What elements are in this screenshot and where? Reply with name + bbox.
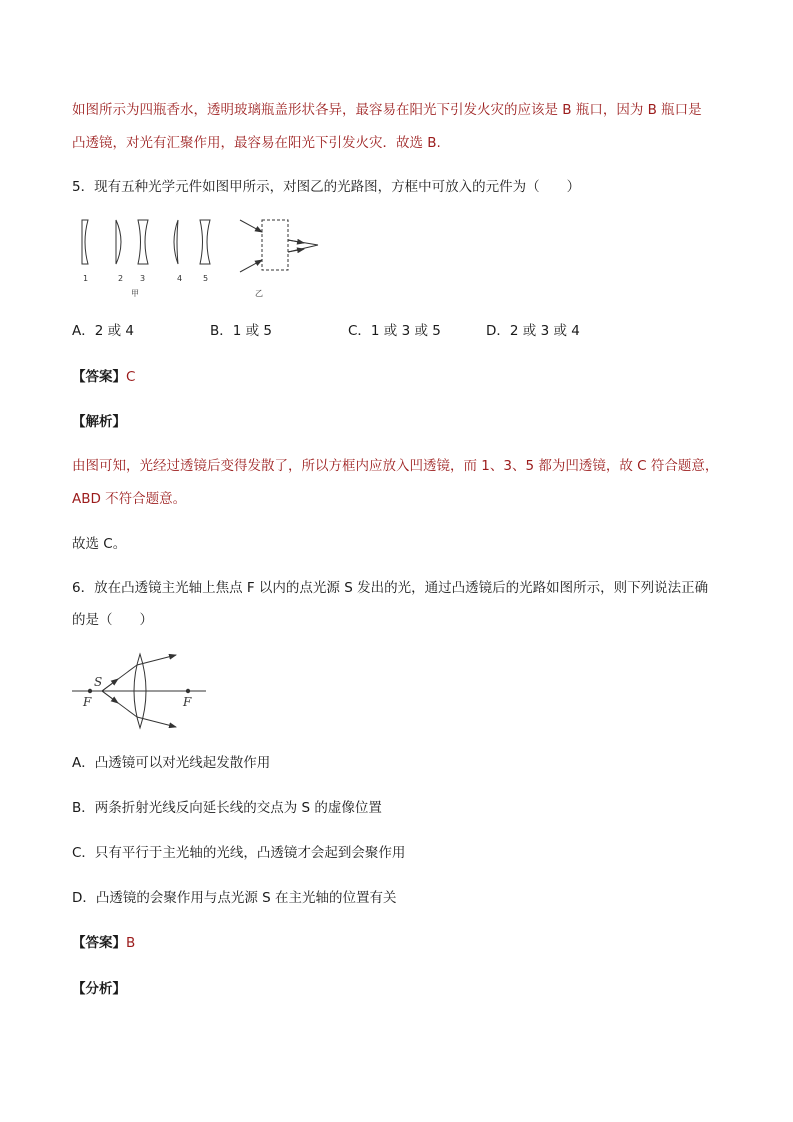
focal-point-right	[186, 689, 190, 693]
lens-label-4: 4	[177, 274, 183, 283]
lens-label-2: 2	[118, 274, 124, 283]
q6-answer-value: B	[126, 935, 136, 951]
q5-answer-label: 【答案】	[72, 369, 126, 385]
q5-analysis-line-2: ABD 不符合题意。	[72, 491, 187, 507]
lens-5	[200, 220, 210, 264]
lens-1	[82, 220, 88, 264]
lens-2	[116, 220, 121, 264]
focal-point-left	[88, 689, 92, 693]
q6-stem-line-1: 6．放在凸透镜主光轴上焦点 F 以内的点光源 S 发出的光，通过凸透镜后的光路如图所示，则下列说法正确	[72, 580, 709, 596]
label-f-left: F	[83, 695, 92, 709]
q5-analysis-label: 【解析】	[72, 414, 126, 430]
dashed-box	[262, 220, 288, 270]
q5-option-b: B．1 或 5	[210, 323, 273, 339]
lens-3	[138, 220, 148, 264]
q6-option-d: D．凸透镜的会聚作用与点光源 S 在主光轴的位置有关	[72, 890, 397, 906]
caption-jia: 甲	[131, 289, 139, 298]
q6-answer	[72, 934, 135, 952]
q6-figure	[70, 650, 210, 734]
q5-conclusion: 故选 C。	[72, 536, 127, 552]
q5-answer	[72, 368, 135, 386]
label-s: S	[94, 675, 103, 689]
q6-option-a: A．凸透镜可以对光线起发散作用	[72, 755, 271, 771]
lens-label-1: 1	[83, 274, 89, 283]
label-f-right: F	[183, 695, 192, 709]
q5-option-d: D．2 或 3 或 4	[486, 323, 580, 339]
q5-answer-value: C	[126, 369, 136, 385]
q4-analysis-line-1: 如图所示为四瓶香水，透明玻璃瓶盖形状各异，最容易在阳光下引发火灾的应该是 B 瓶口，因为 B 瓶口是	[72, 102, 702, 118]
q6-option-c: C．只有平行于主光轴的光线，凸透镜才会起到会聚作用	[72, 845, 406, 861]
q5-analysis-line-1: 由图可知，光经过透镜后变得发散了，所以方框内应放入凹透镜，而 1、3、5 都为凹透镜，故 C 符合题意，	[72, 458, 719, 474]
q4-analysis-line-2: 凸透镜，对光有汇聚作用，最容易在阳光下引发火灾．故选 B.	[72, 135, 441, 151]
lens-label-5: 5	[203, 274, 209, 283]
q6-option-b: B．两条折射光线反向延长线的交点为 S 的虚像位置	[72, 800, 382, 816]
q5-option-a: A．2 或 4	[72, 323, 134, 339]
caption-yi: 乙	[255, 289, 263, 298]
q6-stem-line-2: 的是（ ）	[72, 612, 153, 628]
lens-label-3: 3	[140, 274, 146, 283]
q6-analysis-label: 【分析】	[72, 981, 126, 997]
q6-answer-label: 【答案】	[72, 935, 126, 951]
q5-figure	[72, 212, 332, 304]
q5-stem: 5．现有五种光学元件如图甲所示，对图乙的光路图，方框中可放入的元件为（ ）	[72, 179, 581, 195]
q5-option-c: C．1 或 3 或 5	[348, 323, 441, 339]
lens-4	[174, 220, 178, 264]
